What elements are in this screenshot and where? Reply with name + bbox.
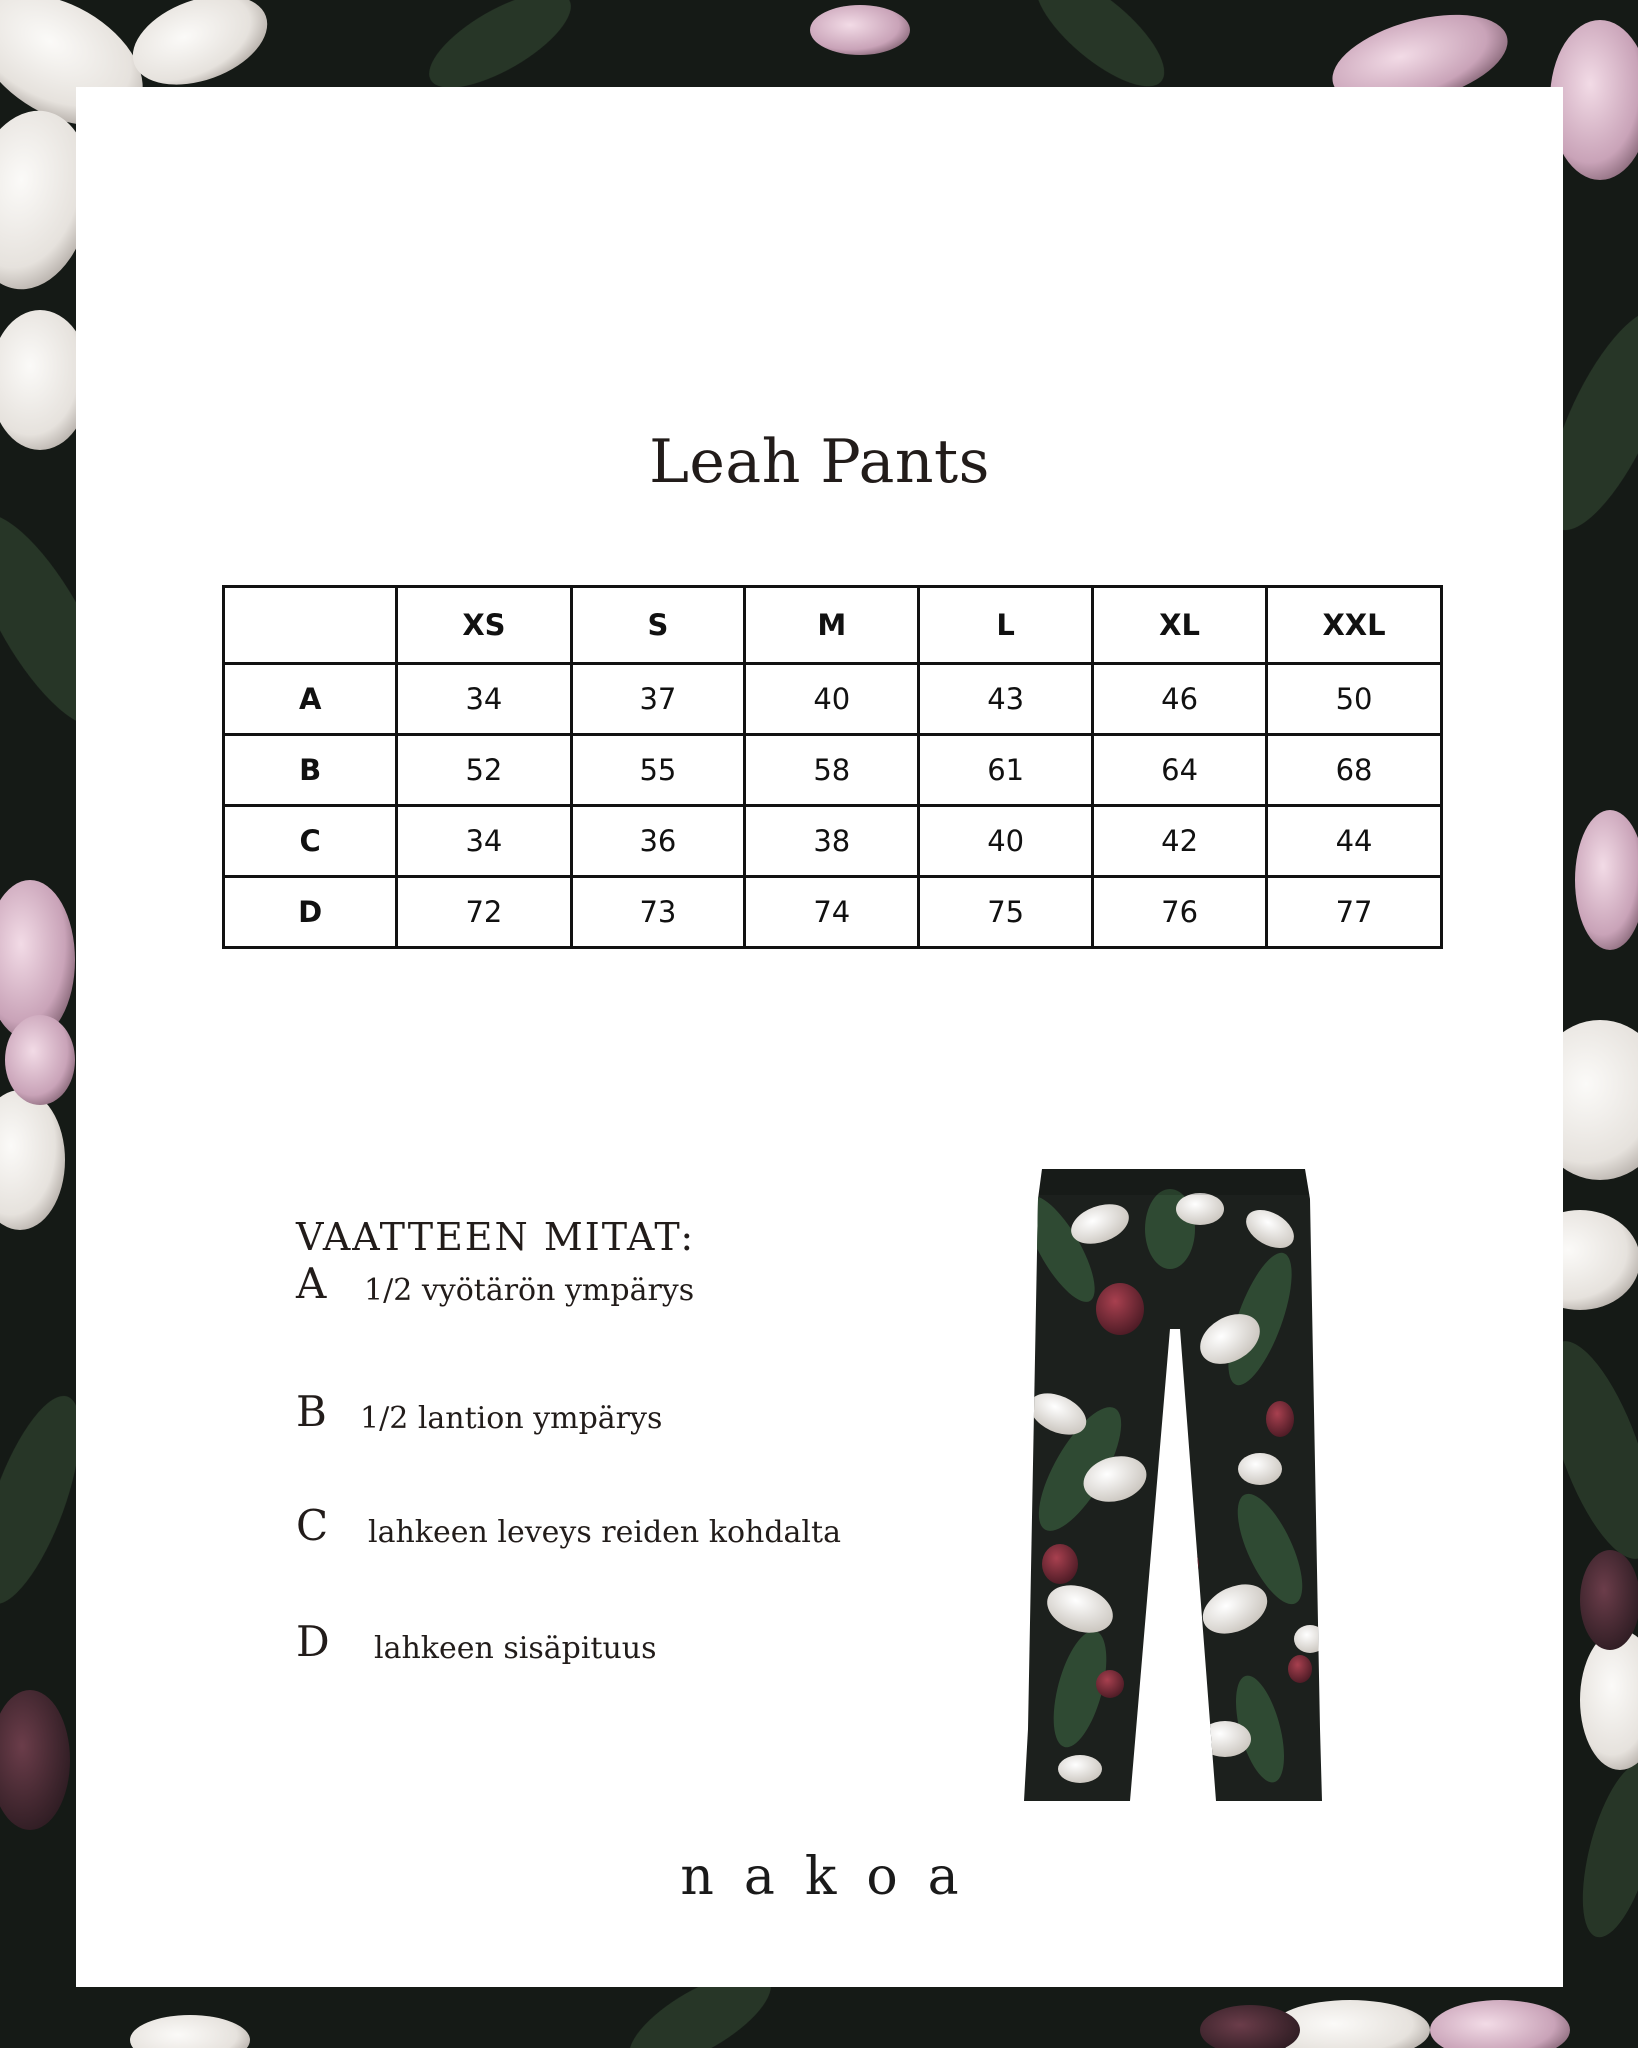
table-cell: 76	[1093, 877, 1267, 948]
table-cell: 58	[745, 735, 919, 806]
brand-logo: nakoa	[680, 1847, 989, 1907]
table-cell: 34	[397, 664, 571, 735]
table-cell: 34	[397, 806, 571, 877]
row-header: C	[224, 806, 397, 877]
table-cell: 43	[919, 664, 1093, 735]
measurement-letter: C	[296, 1501, 329, 1550]
column-header: L	[919, 587, 1093, 664]
table-row	[224, 877, 1442, 948]
table-cell: 42	[1093, 806, 1267, 877]
table-row	[224, 806, 1442, 877]
table-cell: 44	[1267, 806, 1442, 877]
table-cell: 37	[571, 664, 745, 735]
size-guide-card	[76, 87, 1563, 1987]
table-cell: 55	[571, 735, 745, 806]
table-row	[224, 664, 1442, 735]
row-header: D	[224, 877, 397, 948]
size-table	[222, 585, 1443, 949]
table-cell: 73	[571, 877, 745, 948]
column-header: XS	[397, 587, 571, 664]
measurement-description: lahkeen leveys reiden kohdalta	[368, 1515, 841, 1550]
pants-product-image	[1020, 1169, 1332, 1807]
page-title: Leah Pants	[649, 427, 990, 497]
column-header: S	[571, 587, 745, 664]
row-header: B	[224, 735, 397, 806]
table-cell: 46	[1093, 664, 1267, 735]
measurement-letter: B	[296, 1387, 327, 1436]
table-cell: 74	[745, 877, 919, 948]
table-row	[224, 735, 1442, 806]
table-cell: 77	[1267, 877, 1442, 948]
table-cell: 52	[397, 735, 571, 806]
table-cell: 50	[1267, 664, 1442, 735]
row-header: A	[224, 664, 397, 735]
table-cell: 61	[919, 735, 1093, 806]
table-corner-cell	[224, 587, 397, 664]
measurement-letter: D	[296, 1617, 330, 1666]
measurement-letter: A	[296, 1259, 327, 1308]
table-cell: 68	[1267, 735, 1442, 806]
measurement-description: 1/2 vyötärön ympärys	[364, 1273, 695, 1308]
table-cell: 38	[745, 806, 919, 877]
table-cell: 40	[745, 664, 919, 735]
table-header-row	[224, 587, 1442, 664]
table-cell: 36	[571, 806, 745, 877]
table-cell: 40	[919, 806, 1093, 877]
measurements-title: VAATTEEN MITAT:	[296, 1215, 696, 1259]
table-cell: 72	[397, 877, 571, 948]
table-cell: 75	[919, 877, 1093, 948]
column-header: XXL	[1267, 587, 1442, 664]
measurement-description: lahkeen sisäpituus	[374, 1631, 657, 1666]
column-header: M	[745, 587, 919, 664]
column-header: XL	[1093, 587, 1267, 664]
measurement-description: 1/2 lantion ympärys	[360, 1401, 663, 1436]
table-cell: 64	[1093, 735, 1267, 806]
